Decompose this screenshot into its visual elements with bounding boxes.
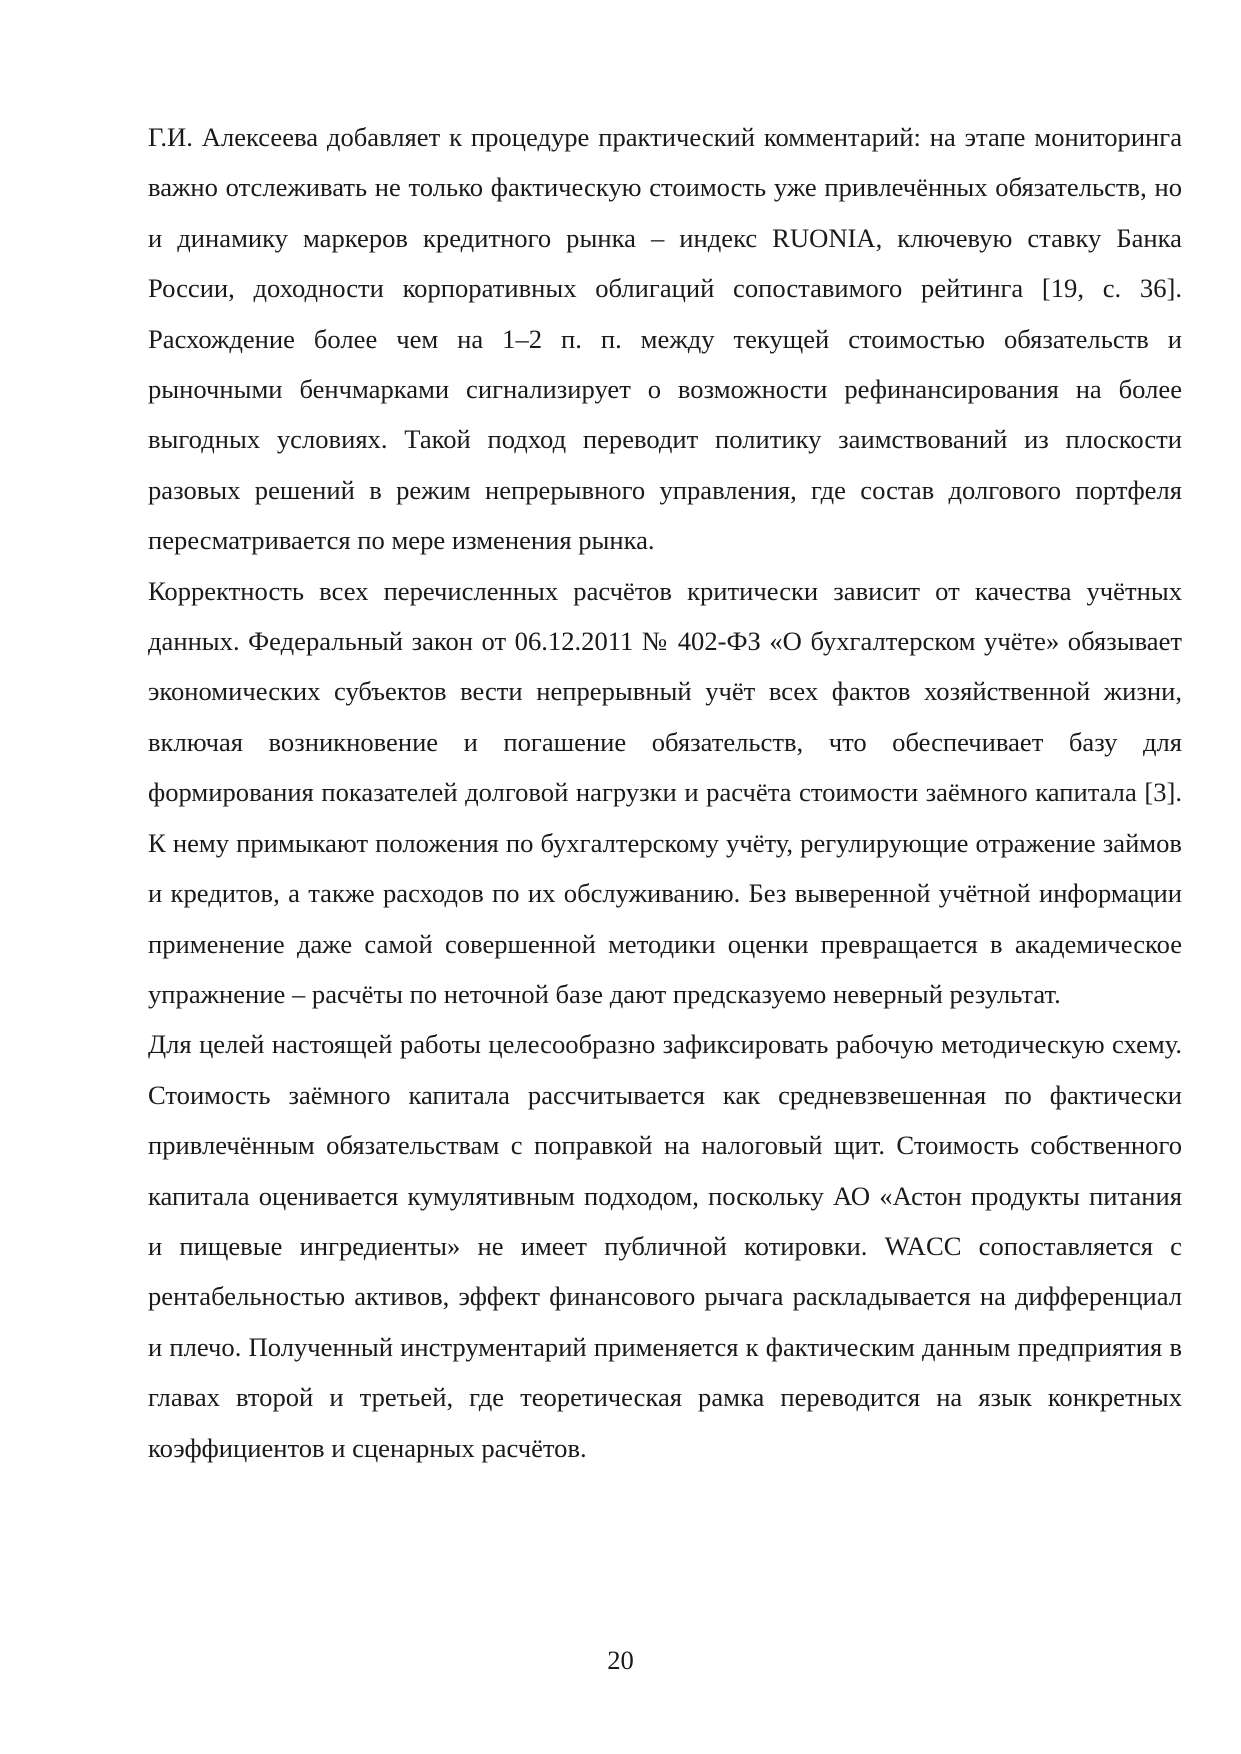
document-body bbox=[148, 112, 1182, 1473]
paragraph-methodology: Для целей настоящей работы целесообразно зафиксировать рабочую методическую схему. Стоимость заёмного капитала рассчитывается как средневзвешенная по фактически привлечённым обязательствам с поправкой на налоговый щит. Стоимость собственного капитала оценивается кумулятивным подходом, поскольку АО «Астон продукты питания и пищевые ингредиенты» не имеет публичной котировки. WACC сопоставляется с рентабельностью активов, эффект финансового рычага раскладывается на дифференциал и плечо. Полученный инструментарий применяется к фактическим данным предприятия в главах второй и третьей, где теоретическая рамка переводится на язык конкретных коэффициентов и сценарных расчётов. bbox=[148, 1029, 1182, 1463]
page-number: 20 bbox=[607, 1645, 634, 1675]
paragraph-accounting-data: Корректность всех перечисленных расчётов критически зависит от качества учётных данных. Федеральный закон от 06.12.2011 № 402-ФЗ «О бухгалтерском учёте» обязывает экономических субъектов вести непрерывный учёт всех фактов хозяйственной жизни, включая возникновение и погашение обязательств, что обеспечивает базу для формирования показателей долговой нагрузки и расчёта стоимости заёмного капитала [3]. К нему примыкают положения по бухгалтерскому учёту, регулирующие отражение займов и кредитов, а также расходов по их обслуживанию. Без выверенной учётной информации применение даже самой совершенной методики оценки превращается в академическое упражнение – расчёты по неточной базе дают предсказуемо неверный результат. bbox=[148, 575, 1182, 1009]
paragraph-monitoring: Г.И. Алексеева добавляет к процедуре практический комментарий: на этапе мониторинга важно отслеживать не только фактическую стоимость уже привлечённых обязательств, но и динамику маркеров кредитного рынка – индекс RUONIA, ключевую ставку Банка России, доходности корпоративных облигаций сопоставимого рейтинга [19, с. 36]. Расхождение более чем на 1–2 п. п. между текущей стоимостью обязательств и рыночными бенчмарками сигнализирует о возможности рефинансирования на более выгодных условиях. Такой подход переводит политику заимствований из плоскости разовых решений в режим непрерывного управления, где состав долгового портфеля пересматривается по мере изменения рынка. bbox=[148, 122, 1182, 556]
